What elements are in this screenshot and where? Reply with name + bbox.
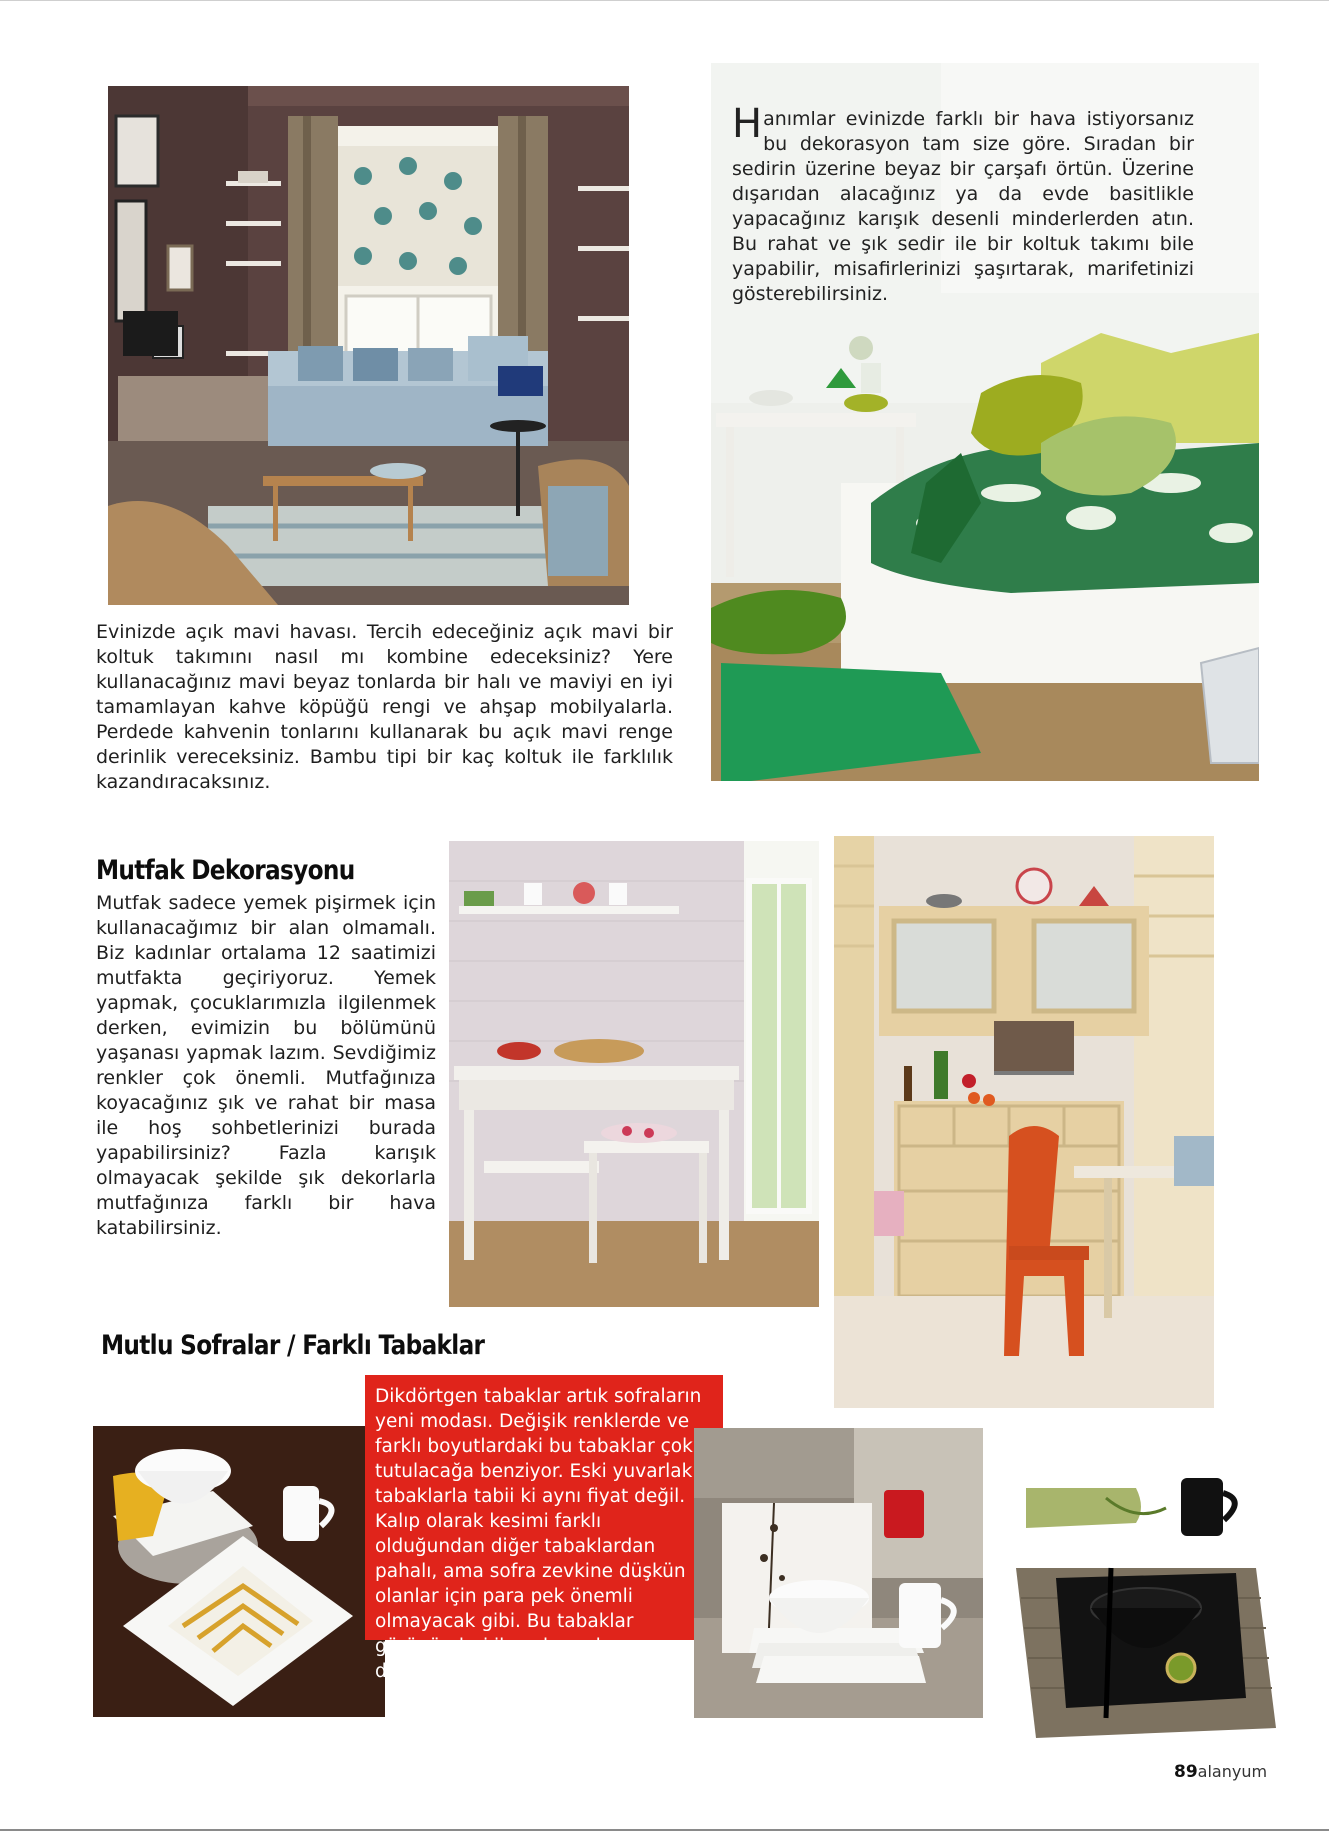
black-plate-photo	[996, 1468, 1286, 1757]
page-number: 89	[1174, 1762, 1198, 1782]
white-tableware-photo	[694, 1428, 983, 1718]
kitchen-cabinet-photo	[834, 836, 1214, 1408]
drop-cap: H	[732, 101, 763, 147]
kitchen-table-photo	[449, 841, 819, 1307]
tableware-heading: Mutlu Sofralar / Farklı Tabaklar	[101, 1330, 485, 1361]
page-footer	[1174, 1762, 1267, 1782]
living-room-photo	[108, 86, 629, 605]
daybed-article-text	[732, 101, 1194, 307]
tableware-article-text: Dikdörtgen tabaklar artık sofraların yeni modası. Değişik renklerde ve farklı boyutlardaki bu tabaklar çok tutulacağa benziyor. Eski yuvarlak tabaklarla tabii ki aynı fiyat değil. Kalıp olarak kesimi farklı olduğundan diğer tabaklardan pahalı, ama sofra zevkine düşkün olanlar için para pek önemli olmayacak gibi. Bu tabaklar görünümleri ile çok modern duruyor.	[375, 1386, 702, 1682]
publication-name: alanyum	[1197, 1762, 1268, 1781]
yellow-plate-photo	[93, 1426, 385, 1717]
kitchen-article-text: Mutfak sadece yemek pişirmek için kullanacağımız bir alan olmamalı. Biz kadınlar ortalama 12 saatimizi mutfakta geçiriyoruz. Yemek yapmak, çocuklarımızla ilgilenmek derken, evimizin bu bölümünü yaşanası yapmak lazım. Sevdiğimiz renkler çok önemli. Mutfağınıza koyacağınız şık ve rahat bir masa ile hoş sohbetlerinizi burada yapabilirsiniz? Fazla karışık olmayacak şekilde şık dekorlarla mutfağınıza farklı bir hava katabilirsiniz.	[96, 892, 436, 1239]
top-rule	[0, 0, 1329, 1]
kitchen-heading: Mutfak Dekorasyonu	[96, 855, 355, 886]
daybed-paragraph: anımlar evinizde farklı bir hava istiyorsanız bu dekorasyon tam size göre. Sıradan bir sedirin üzerine beyaz bir çarşafı örtün. Üzerine dışarıdan alacağınız ya da evde basitlikle yapacağınız karışık desenli minderlerden atın. Bu rahat ve şık sedir ile bir koltuk takımı bile yapabilir, misafirlerinizi şaşırtarak, marifetinizi gösterebilirsiniz.	[732, 108, 1194, 305]
tableware-text-box	[365, 1375, 723, 1682]
living-room-article-text: Evinizde açık mavi havası. Tercih edeceğiniz açık mavi bir koltuk takımını nasıl mı kombine edeceksiniz? Yere kullanacağınız mavi beyaz tonlarda bir halı ve maviyi en iyi tamamlayan kahve köpüğü rengi ve ahşap mobilyalarla. Perdede kahvenin tonlarını kullanarak bu açık mavi renge derinlik vereceksiniz. Bambu tipi bir kaç koltuk ile farklılık kazandıracaksınız.	[96, 621, 673, 793]
